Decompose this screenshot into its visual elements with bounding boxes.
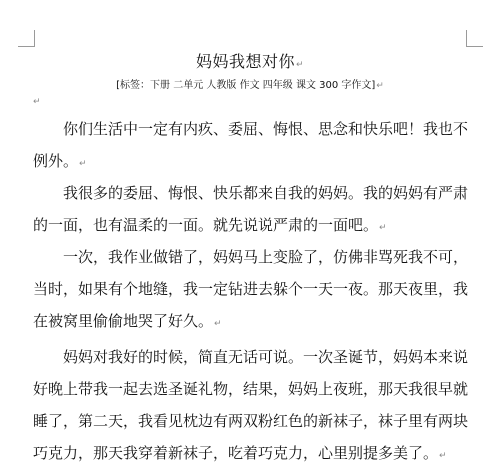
paragraph-mark-icon: ↵ (33, 97, 41, 107)
page-corner-mark-top-right (466, 30, 483, 47)
paragraph-text: 一次，我作业做错了，妈妈马上变脸了，仿佛非骂死我不可，当时，如果有个地缝，我一定钻进去躲个一天一夜。那天夜里，我在被窝里偷偷地哭了好久。 (33, 248, 469, 330)
paragraph-mark-icon: ↵ (295, 60, 305, 70)
paragraph-mark-icon: ↵ (376, 81, 384, 91)
tags-text: [标签：下册 二单元 人教版 作文 四年级 课文 300 字作文] (116, 80, 376, 91)
paragraph-mark-icon: ↵ (439, 451, 447, 461)
paragraph-text: 你们生活中一定有内疚、委屈、悔恨、思念和快乐吧！我也不例外。 (33, 120, 469, 170)
paragraph-mark-icon: ↵ (214, 319, 222, 329)
body-paragraph (33, 241, 473, 340)
body-paragraph (33, 341, 473, 462)
document-title (0, 52, 500, 75)
page-corner-mark-top-left (18, 30, 35, 47)
paragraph-text: 妈妈对我好的时候，简直无话可说。一次圣诞节，妈妈本来说好晚上带我一起去选圣诞礼物，结果，妈妈上夜班，那天我很早就睡了，第二天，我看见枕边有两双粉红色的新袜子，袜子里有两块巧克力，那天我穿着新袜子，吃着巧克力，心里别提多美了。 (33, 348, 469, 462)
paragraph-mark-icon: ↵ (379, 223, 387, 233)
body-paragraph (33, 113, 473, 180)
body-paragraph (33, 177, 473, 244)
paragraph-mark-icon: ↵ (79, 159, 87, 169)
paragraph-text: 我很多的委屈、悔恨、快乐都来自我的妈妈。我的妈妈有严肃的一面，也有温柔的一面。就先说说严肃的一面吧。 (33, 184, 469, 234)
document-tags (0, 79, 500, 93)
title-text: 妈妈我想对你 (195, 52, 295, 71)
